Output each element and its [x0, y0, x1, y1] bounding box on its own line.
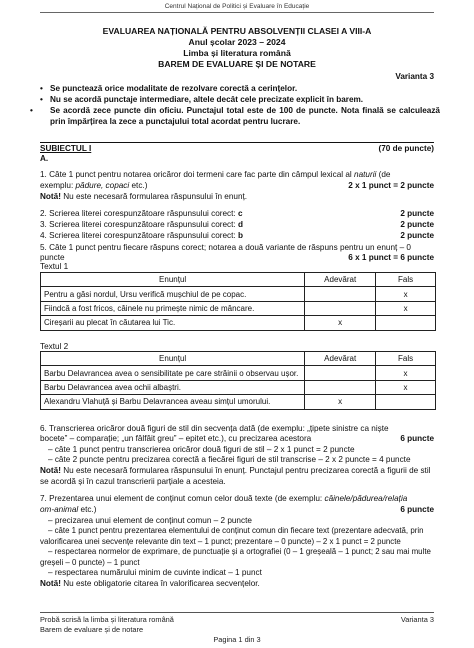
- column-header: Enunțul: [41, 352, 305, 366]
- footer-variant: Varianta 3: [400, 615, 434, 624]
- table-1-label: Textul 1: [40, 262, 69, 271]
- question-3-text: 3. Scrierea literei corespunzătoare răspunsului corect: d: [40, 220, 243, 229]
- bullet-icon: •: [40, 84, 43, 93]
- question-6-text: 6. Transcrierea oricăror două figuri de stil din secvența dată (de exemplu: „țipete sinistre ca niște: [40, 424, 389, 433]
- statement-cell: Alexandru Vlahuță și Barbu Delavrancea aveau simțul umorului.: [41, 395, 305, 409]
- question-5-text-cont: puncte: [40, 253, 65, 262]
- column-header: Fals: [376, 273, 436, 287]
- true-mark: x: [305, 395, 376, 409]
- institution-header: Centrul Național de Politici și Evaluare în Educație: [164, 3, 310, 10]
- rule-2: • Nu se acordă punctaje intermediare, altele decât cele precizate explicit în barem.: [40, 95, 364, 104]
- part-label: A.: [40, 154, 49, 163]
- true-mark: [305, 366, 376, 380]
- true-mark: x: [305, 316, 376, 330]
- footer-document-type: Barem de evaluare și de notare: [40, 625, 144, 634]
- footer-exam-name: Probă scrisă la limba și literatura română: [40, 615, 174, 624]
- false-mark: x: [376, 301, 436, 315]
- table-2-label: Textul 2: [40, 342, 69, 351]
- question-2-text: 2. Scrierea literei corespunzătoare răspunsului corect: c: [40, 209, 243, 218]
- statement-cell: Barbu Delavrancea avea ochii albaștri.: [41, 380, 305, 394]
- question-4-score: 2 puncte: [400, 231, 434, 240]
- question-4-text: 4. Scrierea literei corespunzătoare răspunsului corect: b: [40, 231, 243, 240]
- question-7-text: 7. Prezentarea unui element de conținut comun celor două texte (de exemplu: câinele/pădurea/relația: [40, 494, 408, 503]
- true-mark: [305, 287, 376, 301]
- question-3-score: 2 puncte: [400, 220, 434, 229]
- column-header: Adevărat: [305, 273, 376, 287]
- column-header: Enunțul: [41, 273, 305, 287]
- false-mark: [376, 395, 436, 409]
- false-mark: x: [376, 380, 436, 394]
- question-7-text-cont: om-animal etc.): [40, 505, 97, 514]
- question-6-note: Notă! Nu este necesară formularea răspunsului în enunț. Punctajul pentru precizarea corectă a figurii de stil se acordă și în cazul transcrierii parțiale a acesteia.: [40, 466, 431, 486]
- question-7-note: Notă! Nu este obligatorie citarea în valorificarea secvențelor.: [40, 579, 260, 588]
- school-year: Anul școlar 2023 – 2024: [188, 37, 286, 47]
- section-divider: [40, 142, 434, 143]
- rule-3: • Se acordă zece puncte din oficiu. Punctajul total este de 100 de puncte. Nota finală se calculează prin împărțirea la zece a punctajului total acordat pentru lucrare.: [30, 106, 440, 126]
- question-6-criterion: – câte 1 punct pentru transcrierea oricăror două figuri de stil – 2 x 1 punct = 2 puncte: [48, 445, 355, 454]
- table-row: [41, 380, 436, 394]
- false-mark: x: [376, 366, 436, 380]
- variant-label: Varianta 3: [395, 72, 434, 81]
- question-2-score: 2 puncte: [400, 209, 434, 218]
- statement-cell: Cireșarii au plecat în căutarea lui Tic.: [41, 316, 305, 330]
- statement-cell: Fiindcă a fost fricos, câinele nu primește nimic de mâncare.: [41, 301, 305, 315]
- true-mark: [305, 380, 376, 394]
- false-mark: x: [376, 287, 436, 301]
- column-header: Fals: [376, 352, 436, 366]
- truth-table-1: [40, 272, 436, 331]
- table-row: [41, 316, 436, 330]
- question-5-text: 5. Câte 1 punct pentru fiecare răspuns corect; notarea a două variante de răspuns pentru un enunț – 0: [40, 243, 411, 252]
- table-header-row: [41, 352, 436, 366]
- question-7-score: 6 puncte: [400, 505, 434, 514]
- question-6-criterion: – câte 2 puncte pentru precizarea corectă a fiecărei figuri de stil transcrise – 2 x 2 puncte = 4 puncte: [48, 455, 411, 464]
- subject-title: SUBIECTUL I: [40, 144, 92, 153]
- table-header-row: [41, 273, 436, 287]
- exam-title: EVALUAREA NAȚIONALĂ PENTRU ABSOLVENȚII CLASEI A VIII-A: [102, 26, 372, 36]
- question-7-criterion: – precizarea unui element de conținut comun – 2 puncte: [48, 516, 252, 525]
- rule-1: • Se punctează orice modalitate de rezolvare corectă a cerințelor.: [40, 84, 298, 93]
- footer-divider: [40, 612, 434, 613]
- question-6-score: 6 puncte: [400, 434, 434, 443]
- table-row: [41, 366, 436, 380]
- question-1-example: exemplu: pădure, copaci etc.): [40, 181, 148, 190]
- column-header: Adevărat: [305, 352, 376, 366]
- statement-cell: Pentru a găsi nordul, Ursu verifică mușchiul de pe copac.: [41, 287, 305, 301]
- scoring-title: BAREM DE EVALUARE ȘI DE NOTARE: [158, 59, 316, 69]
- subject-points: (70 de puncte): [378, 144, 434, 153]
- table-row: [41, 301, 436, 315]
- bullet-icon: •: [40, 95, 43, 104]
- bullet-icon: •: [30, 106, 33, 115]
- question-6-text-cont: bocete” – comparație; „un fâlfâit greu” – epitet etc.), cu precizarea acestora: [40, 434, 312, 443]
- table-row: [41, 395, 436, 409]
- question-1-text: 1. Câte 1 punct pentru notarea oricăror doi termeni care fac parte din câmpul lexical al naturii (de: [40, 170, 391, 179]
- question-5-score: 6 x 1 punct = 6 puncte: [348, 253, 434, 262]
- subject-name: Limba și literatura română: [183, 48, 291, 58]
- question-7-criterion: – respectarea numărului minim de cuvinte indicat – 1 punct: [48, 568, 262, 577]
- table-row: [41, 287, 436, 301]
- truth-table-2: [40, 351, 436, 410]
- question-1-score: 2 x 1 punct = 2 puncte: [348, 181, 434, 190]
- page-number: Pagina 1 din 3: [213, 635, 261, 644]
- question-7-criterion: – respectarea normelor de exprimare, de punctuație și a ortografiei (0 – 1 greșeală – 1 punct; 2 sau mai multe greșeli – 0 puncte) – 1 punct: [40, 547, 431, 567]
- header-divider: [40, 12, 434, 13]
- question-1-note: Notă! Nu este necesară formularea răspunsului în enunț.: [40, 192, 248, 201]
- statement-cell: Barbu Delavrancea avea o sensibilitate pe care străinii o observau ușor.: [41, 366, 305, 380]
- false-mark: [376, 316, 436, 330]
- question-7-criterion: – câte 1 punct pentru prezentarea elementului de conținut comun din fiecare text (prezentare adecvată, prin valorificarea unei secvențe relevante din text – 1 punct; prezentare – 0 puncte) – 2 x 1 punct = 2 puncte: [40, 526, 424, 546]
- true-mark: [305, 301, 376, 315]
